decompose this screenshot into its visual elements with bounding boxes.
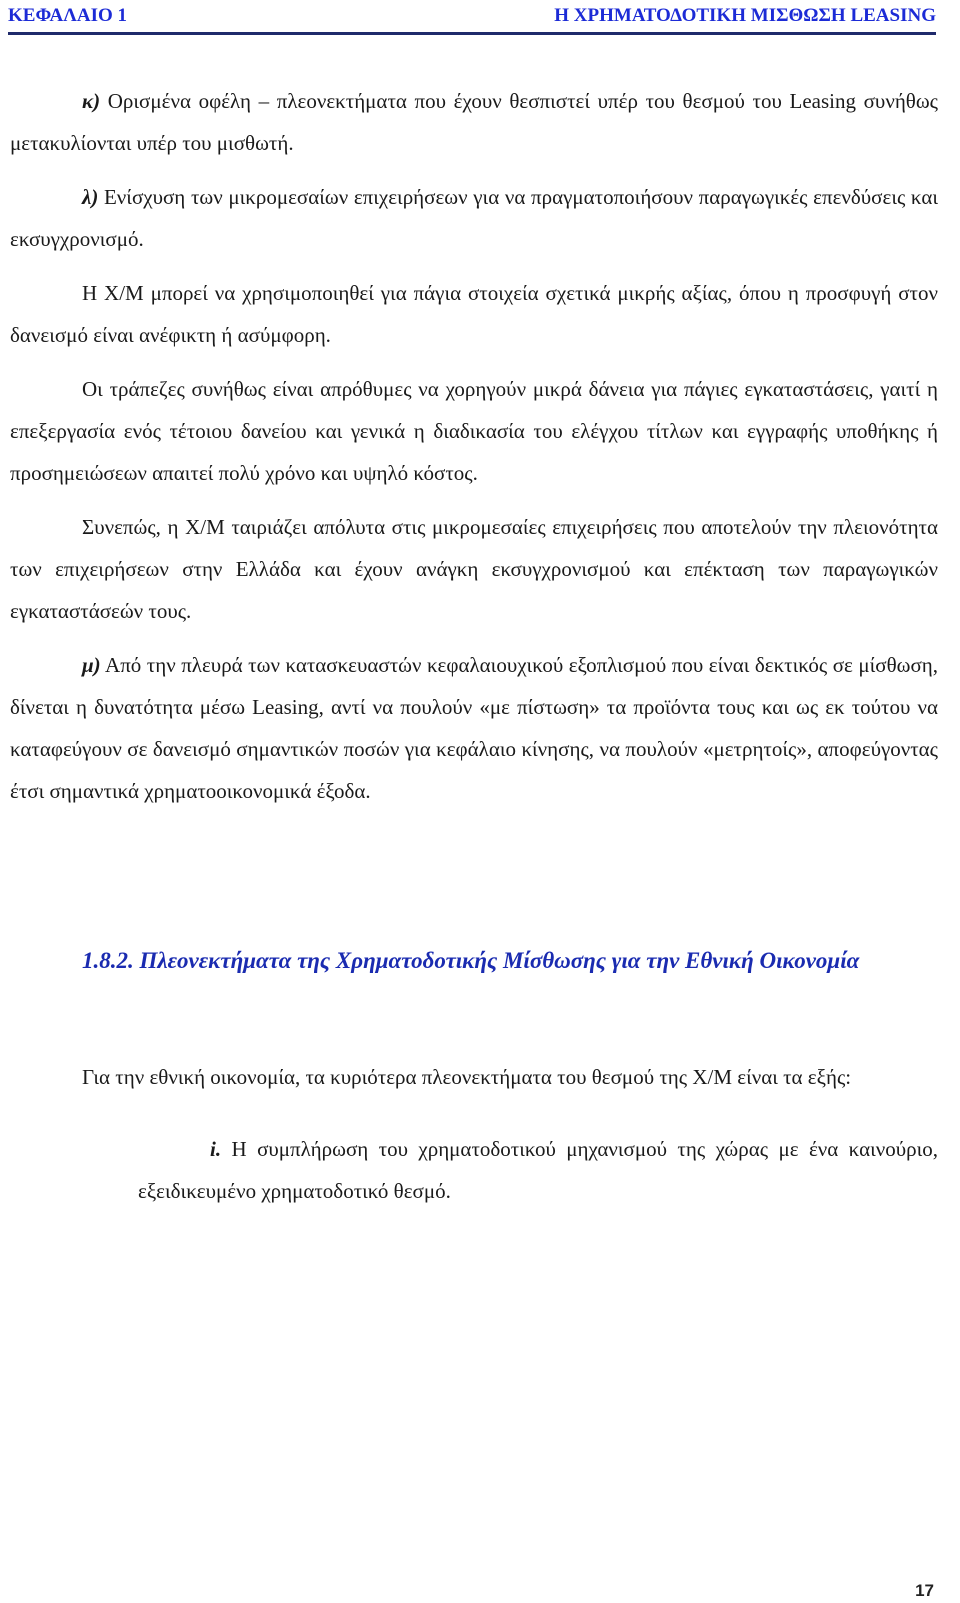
page-header [8,0,936,35]
paragraph-k [10,80,938,164]
page-number: 17 [915,1581,934,1600]
list-item-text: Η συμπλήρωση του χρηματοδοτικού μηχανισμού της χώρας με ένα καινούριο, εξειδικευμένο χρηματοδοτικό θεσμό. [138,1137,938,1203]
section-intro: Για την εθνική οικονομία, τα κυριότερα πλεονεκτήματα του θεσμού της Χ/Μ είναι τα εξής: [82,1065,852,1089]
section-heading: 1.8.2. Πλεονεκτήματα της Χρηματοδοτικής Μίσθωσης για την Εθνική Οικονομία [82,948,860,973]
item-marker: μ) [82,653,101,677]
item-marker: κ) [82,89,101,113]
header-chapter: ΚΕΦΑΛΑΙΟ 1 [8,5,128,26]
item-marker: λ) [82,185,99,209]
page-body [10,80,938,1212]
item-marker: i. [210,1137,222,1161]
header-title: Η ΧΡΗΜΑΤΟΔΟΤΙΚΗ ΜΙΣΘΩΣΗ LEASING [554,5,936,26]
paragraph-m [10,644,938,812]
paragraph: Συνεπώς, η Χ/Μ ταιριάζει απόλυτα στις μικρομεσαίες επιχειρήσεις που αποτελούν την πλειονότητα των επιχειρήσεων στην Ελλάδα και έχουν ανάγκη εκσυγχρονισμού και επέκταση των παραγωγικών εγκαταστάσεών τους. [10,515,938,623]
paragraph: Η Χ/Μ μπορεί να χρησιμοποιηθεί για πάγια στοιχεία σχετικά μικρής αξίας, όπου η προσφυγή στον δανεισμό είναι ανέφικτη ή ασύμφορη. [10,281,938,347]
paragraph: Οι τράπεζες συνήθως είναι απρόθυμες να χορηγούν μικρά δάνεια για πάγιες εγκαταστάσεις, γαιτί η επεξεργασία ενός τέτοιου δανείου και γενικά η διαδικασία του ελέγχου τίτλων και εγγραφής υποθήκης ή προσημειώσεων απαιτεί πολύ χρόνο και υψηλό κόστος. [10,377,938,485]
paragraph-text: Ενίσχυση των μικρομεσαίων επιχειρήσεων για να πραγματοποιήσουν παραγωγικές επενδύσεις και εκσυγχρονισμό. [10,185,938,251]
paragraph-text: Ορισμένα οφέλη – πλεονεκτήματα που έχουν θεσπιστεί υπέρ του θεσμού του Leasing συνήθως μετακυλίονται υπέρ του μισθωτή. [10,89,938,155]
paragraph-text: Από την πλευρά των κατασκευαστών κεφαλαιουχικού εξοπλισμού που είναι δεκτικός σε μίσθωση, δίνεται η δυνατότητα μέσω Leasing, αντί να πουλούν «με πίστωση» τα προϊόντα τους και ως εκ τούτου να καταφεύγουν σε δανεισμό σημαντικών ποσών για κεφάλαιο κίνησης, να πουλούν «μετρητοίς», αποφεύγοντας έτσι σημαντικά χρηματοοικονομικά έξοδα. [10,653,938,803]
list-item [8,1128,938,1212]
paragraph-l [10,176,938,260]
